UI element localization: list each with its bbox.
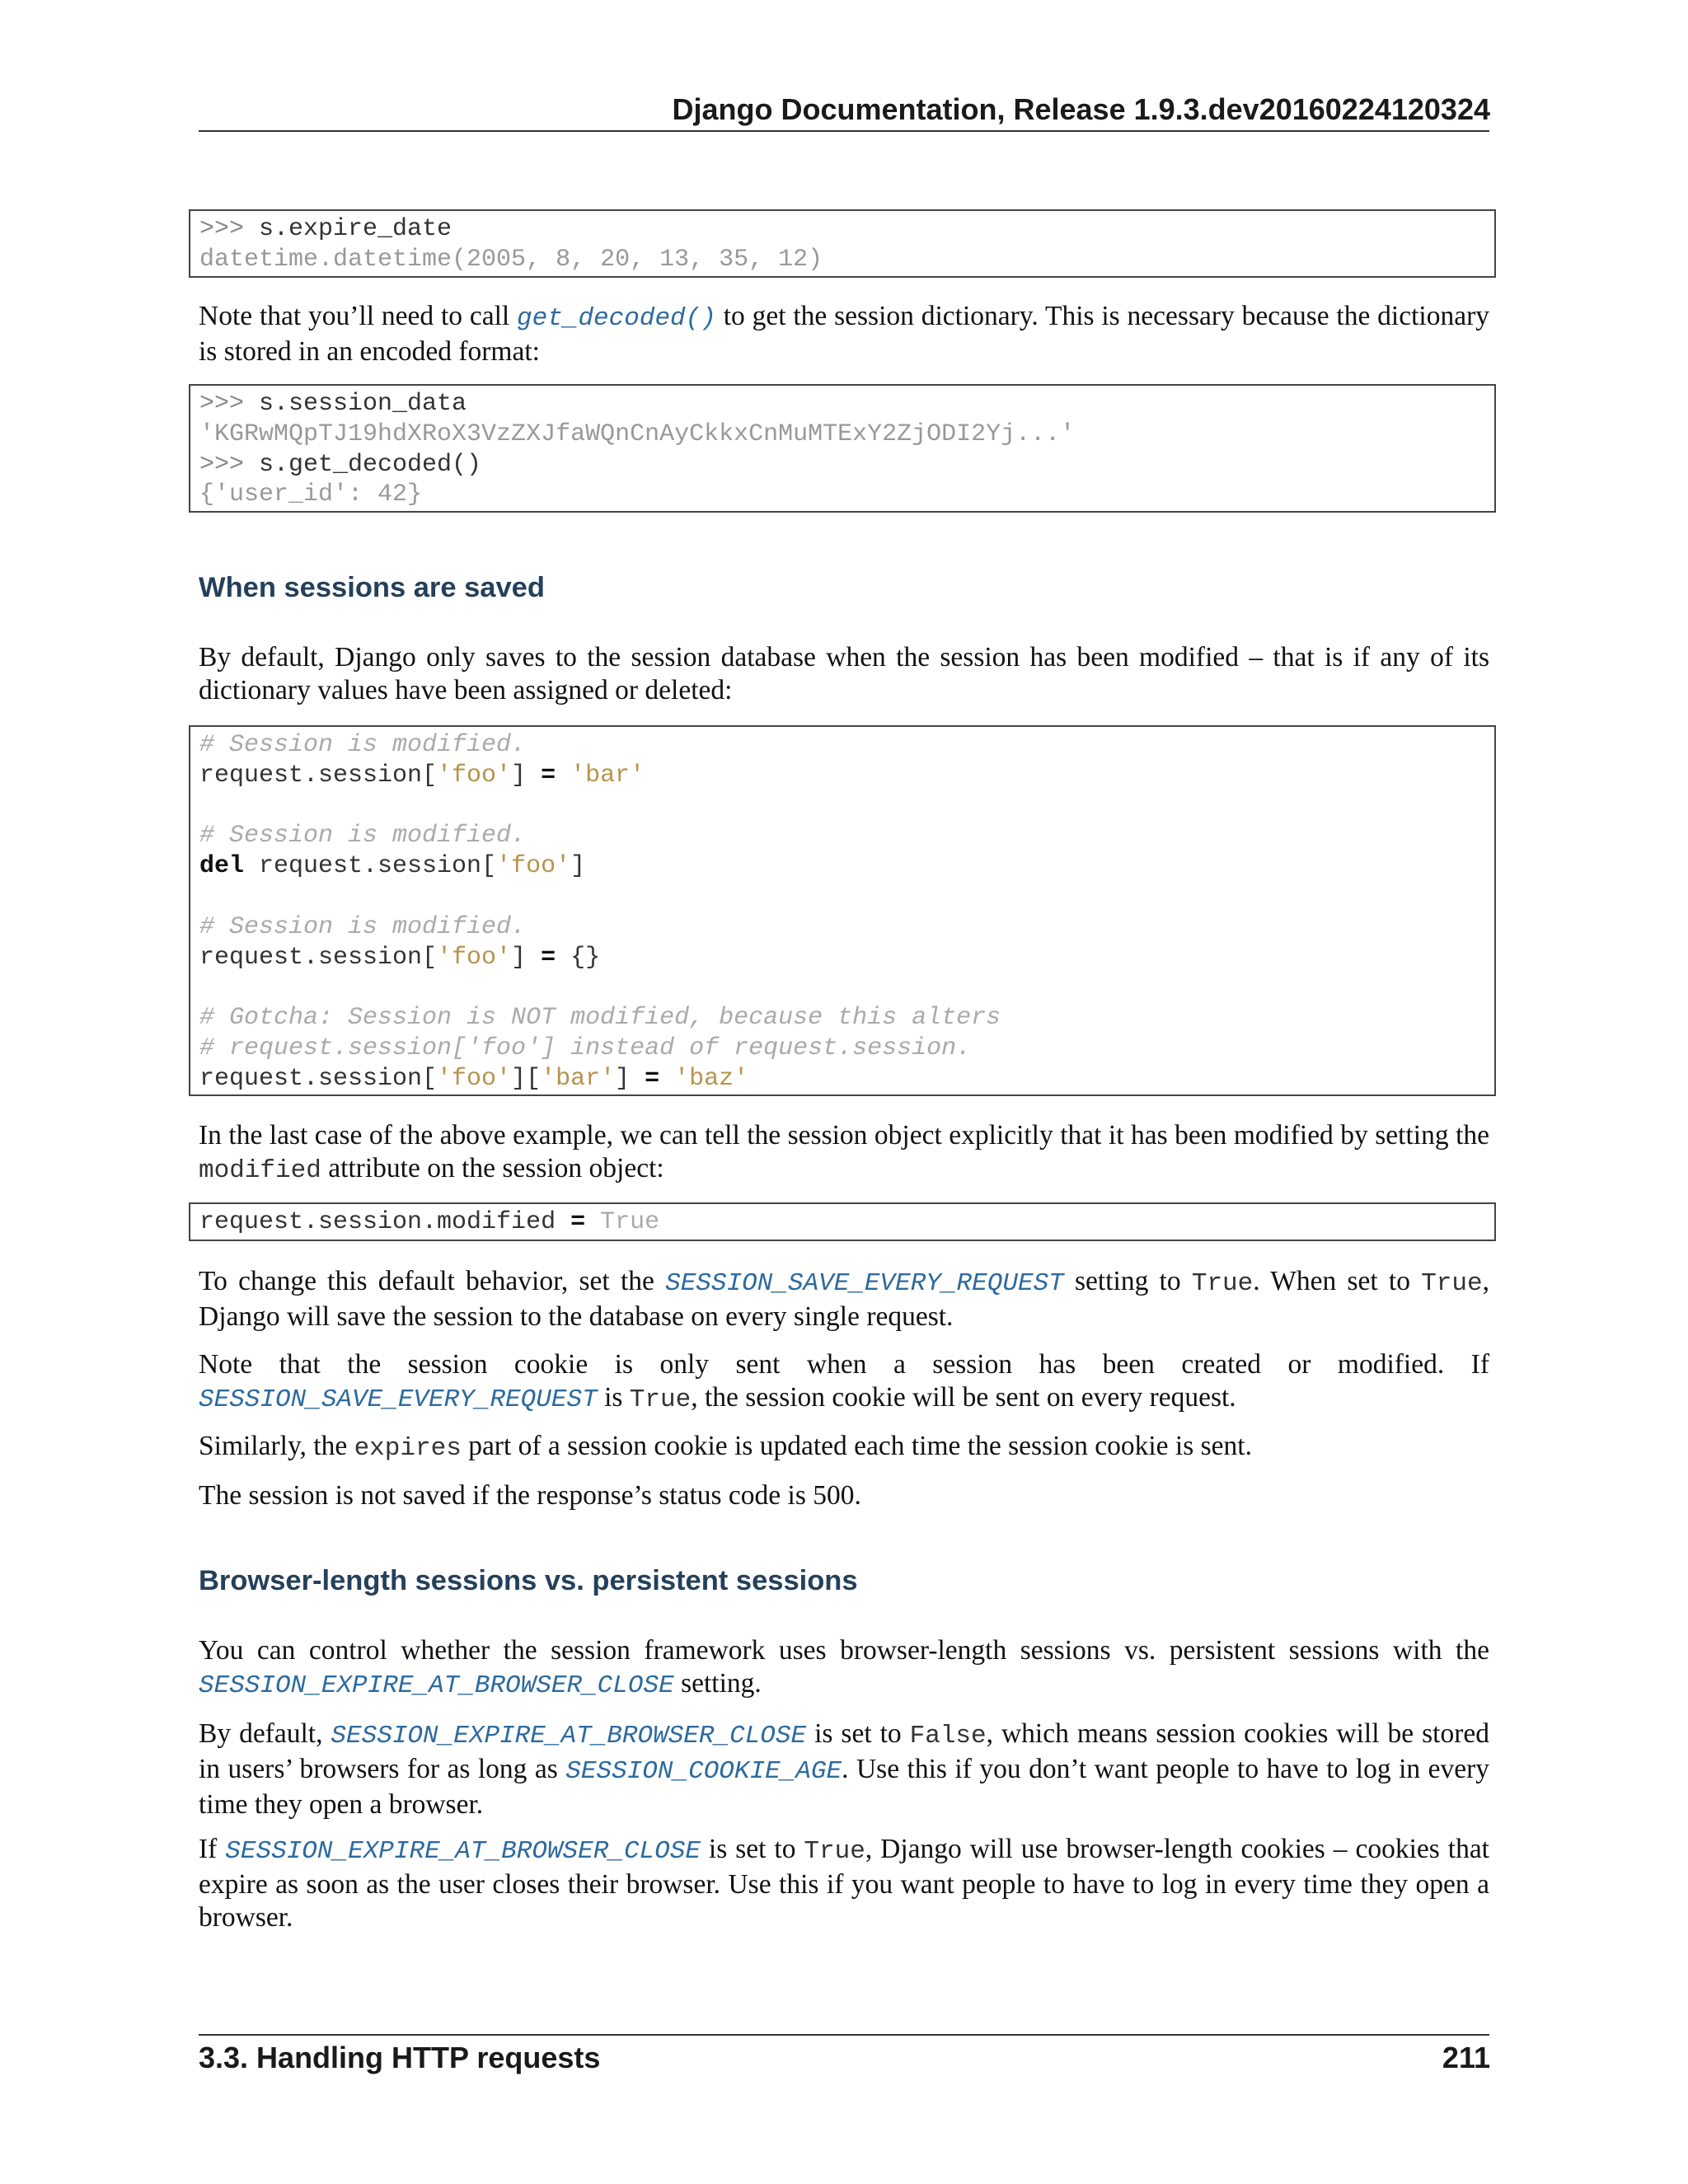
text: Similarly, the [199,1431,354,1461]
code-comment: # Gotcha: Session is NOT modified, because this alters [199,1004,1001,1033]
code-string: 'foo' [437,1064,512,1093]
text: , Django will save the session to the database on every single request. [199,1266,1489,1332]
session-save-every-request-link[interactable]: SESSION_SAVE_EVERY_REQUEST [199,1385,598,1414]
text: Note that you’ll need to call [199,301,518,331]
paragraph-if-expire-true [199,1833,1489,1934]
code-block-session-data [189,384,1496,513]
prompt: >>> [199,390,260,418]
section-heading-when-saved: When sessions are saved [199,572,545,603]
inline-code: modified [199,1156,321,1185]
paragraph-last-case [199,1119,1489,1188]
code-operator: = [570,1208,586,1236]
text: part of a session cookie is updated each time the session cookie is sent. [461,1431,1252,1461]
code-text: ] [615,1064,645,1093]
code-text: ] [511,761,542,790]
code-text: request.session[ [199,761,438,790]
text: setting. [673,1668,762,1699]
session-expire-at-browser-close-link[interactable]: SESSION_EXPIRE_AT_BROWSER_CLOSE [331,1722,807,1750]
text: to get the session dictionary. This is necessary because the dictionary is stored in an encoded format: [199,301,1490,367]
text: If [199,1834,226,1864]
inline-code: True [1421,1269,1483,1298]
code-string: 'bar' [570,761,645,790]
running-header: Django Documentation, Release 1.9.3.dev20160224120324 [672,92,1490,126]
code-string: 'bar' [541,1064,616,1093]
session-save-every-request-link[interactable]: SESSION_SAVE_EVERY_REQUEST [665,1269,1064,1298]
prompt: >>> [199,450,260,479]
text: In the last case of the above example, we can tell the session object explicitly that it has been modified by setting the [199,1120,1489,1151]
code-text: s.session_data [259,390,467,418]
text: To change this default behavior, set the [199,1266,666,1296]
paragraph-change-default [199,1265,1489,1333]
paragraph-get-decoded [199,300,1489,368]
code-text: request.session.modified [199,1208,571,1236]
code-block-session-modified [189,725,1496,1096]
text: You can control whether the session framework uses browser-length sessions vs. persistent sessions with the [199,1635,1489,1666]
text: setting to [1063,1266,1192,1296]
code-text: request.session[ [199,943,438,972]
code-text: s.expire_date [259,215,452,243]
code-text: ] [511,943,542,972]
text: , the session cookie will be sent on every request. [691,1382,1236,1413]
text: attribute on the session object: [321,1153,664,1183]
text: . When set to [1253,1266,1422,1296]
code-text: s.get_decoded() [259,450,482,479]
inline-code: True [629,1385,692,1414]
paragraph-cookie-sent [199,1348,1489,1417]
text: is set to [806,1718,910,1749]
code-output: datetime.datetime(2005, 8, 20, 13, 35, 12) [199,245,823,274]
footer-section-title: 3.3. Handling HTTP requests [199,2041,601,2074]
paragraph-default-expire [199,1718,1489,1821]
text: Note that the session cookie is only sent when a session has been created or modified. If [199,1349,1489,1380]
code-string: 'baz' [674,1064,749,1093]
code-string: 'foo' [496,852,571,881]
code-text: {} [556,943,601,972]
code-text: request.session[ [244,852,497,881]
code-comment: # request.session['foo'] instead of request.session. [199,1033,972,1062]
inline-code: False [909,1722,987,1750]
code-operator: = [541,943,556,972]
code-constant: True [600,1208,660,1236]
page-number: 211 [1442,2041,1490,2074]
text: is [597,1382,630,1413]
code-block-modified-true [189,1202,1496,1241]
text: is set to [700,1834,804,1864]
inline-code: expires [354,1434,462,1463]
code-output: 'KGRwMQpTJ19hdXRoX3VzZXJfaWQnCnAyCkkxCnMuMTExY2ZjODI2Yj...' [199,419,1076,448]
paragraph-expires [199,1430,1489,1465]
code-string: 'foo' [437,761,512,790]
code-operator: = [645,1064,660,1093]
prompt: >>> [199,215,260,243]
header-rule [199,130,1489,132]
text: , Django will use browser-length cookies – cookies that expire as soon as the user closes their browser. Use this if you want people to have to log in every time they open a browser. [199,1834,1489,1933]
code-string: 'foo' [437,943,512,972]
code-block-expire-date [189,209,1496,278]
code-output: {'user_id': 42} [199,480,423,509]
code-comment: # Session is modified. [199,822,527,851]
inline-code: True [804,1837,865,1866]
code-text: ][ [511,1064,542,1093]
code-operator: = [541,761,556,790]
code-comment: # Session is modified. [199,731,527,759]
get-decoded-link[interactable]: get_decoded() [517,304,716,333]
code-keyword: del [199,852,245,881]
paragraph-default-saves: By default, Django only saves to the session database when the session has been modified – that is if any of its dictionary values have been assigned or deleted: [199,642,1489,705]
code-text: request.session[ [199,1064,438,1093]
paragraph-control-sessions [199,1634,1489,1703]
footer-rule [199,2034,1489,2036]
code-text: ] [570,852,586,881]
inline-code: True [1191,1269,1254,1298]
text: . Use this if you don’t want people to have to log in every time they open a browser. [199,1754,1489,1820]
text: By default, [199,1718,331,1749]
session-expire-at-browser-close-link[interactable]: SESSION_EXPIRE_AT_BROWSER_CLOSE [225,1837,701,1866]
paragraph-status-500: The session is not saved if the response’s status code is 500. [199,1480,861,1511]
section-heading-browser-length: Browser-length sessions vs. persistent sessions [199,1565,858,1596]
session-expire-at-browser-close-link[interactable]: SESSION_EXPIRE_AT_BROWSER_CLOSE [199,1671,674,1700]
session-cookie-age-link[interactable]: SESSION_COOKIE_AGE [565,1757,842,1786]
text: , which means session cookies will be stored in users’ browsers for as long as [199,1718,1489,1784]
code-comment: # Session is modified. [199,912,527,941]
